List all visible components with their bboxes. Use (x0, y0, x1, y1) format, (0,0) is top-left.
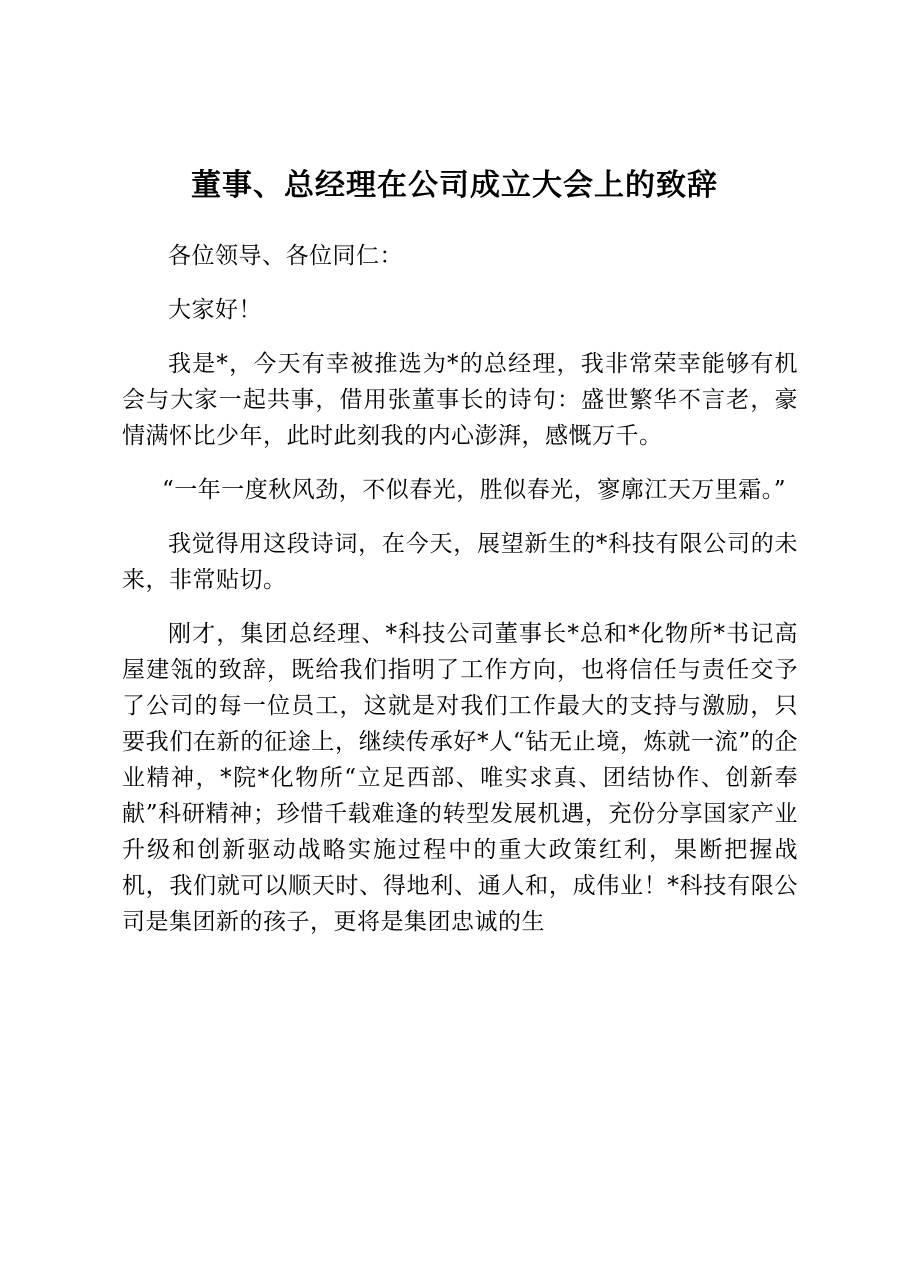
body-paragraph-main: 刚才，集团总经理、*科技公司董事长*总和*化物所*书记高屋建瓴的致辞，既给我们指明了工作方向，也将信任与责任交予了公司的每一位员工，这就是对我们工作最大的支持与激励，只要我们在新的征途上，继续传承好*人“钻无止境，炼就一流”的企业精神，*院*化物所“立足西部、唯实求真、团结协作、创新奉献”科研精神；珍惜千载难逢的转型发展机遇，充份分享国家产业升级和创新驱动战略实施过程中的重大政策红利，果断把握战机，我们就可以顺天时、得地利、通人和，成伟业！*科技有限公司是集团新的孩子，更将是集团忠诚的生 (122, 621, 798, 935)
body-paragraph-poem-comment: 我觉得用这段诗词，在今天，展望新生的*科技有限公司的未来，非常贴切。 (122, 531, 798, 593)
document-title: 董事、总经理在公司成立大会上的致辞 (191, 168, 718, 203)
body-paragraph-intro: 我是*，今天有幸被推选为*的总经理，我非常荣幸能够有机会与大家一起共事，借用张董事长的诗句：盛世繁华不言老，豪情满怀比少年，此时此刻我的内心澎湃，感慨万千。 (122, 351, 798, 449)
salutation-paragraph: 各位领导、各位同仁： (168, 243, 403, 269)
document-body (122, 238, 798, 958)
body-paragraph-poem-quote: “一年一度秋风劲，不似春光，胜似春光，寥廓江天万里霜。” (162, 477, 787, 503)
greeting-paragraph: 大家好！ (168, 297, 262, 323)
